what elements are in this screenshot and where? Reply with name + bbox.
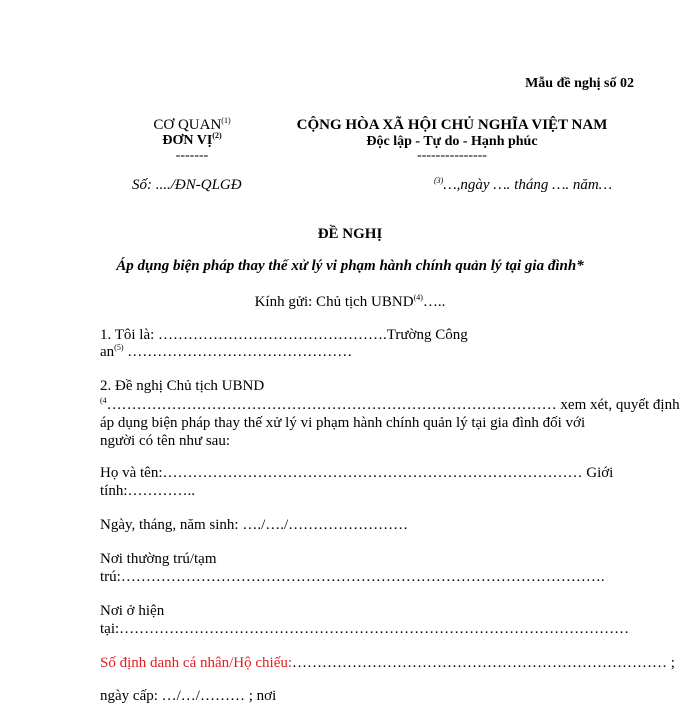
agency-line2	[132, 133, 252, 149]
section1-line2	[100, 344, 352, 361]
section1-line1: 1. Tôi là: ……………………………………….Trường Công	[100, 327, 468, 343]
addressee-tail: …..	[422, 294, 446, 310]
document-number: Số: ..../ĐN-QLGĐ	[132, 177, 242, 193]
national-motto: Độc lập - Tự do - Hạnh phúc	[366, 134, 538, 149]
date-line	[434, 177, 612, 194]
date-note: (3)	[434, 176, 444, 185]
section2-line1: 2. Đề nghị Chủ tịch UBND	[100, 378, 265, 394]
national-divider: ---------------	[417, 148, 487, 163]
id-number-dots: ………………………………………………………………… ;	[292, 655, 675, 671]
residence-field: trú:…………………………………………………………………………………….	[100, 569, 605, 585]
agency-note1: (1)	[221, 116, 231, 125]
agency-note2: (2)	[212, 131, 222, 140]
form-code: Mẫu đề nghị số 02	[525, 76, 634, 91]
current-address-label: Nơi ở hiện	[100, 603, 165, 619]
date-text: …,ngày …. tháng …. năm…	[443, 177, 613, 193]
section2-line2	[100, 397, 680, 414]
document-title: ĐỀ NGHỊ	[317, 226, 383, 242]
addressee-note: (4)	[413, 293, 423, 302]
dob-field: Ngày, tháng, năm sinh: …./…./……………………	[100, 517, 409, 533]
id-number-label: Số định danh cá nhân/Hộ chiếu:	[100, 655, 293, 671]
name-field-line1: Họ và tên:………………………………………………………………………… Giới	[100, 465, 614, 481]
document-subtitle: Áp dụng biện pháp thay thế xử lý vi phạm hành chính quản lý tại gia đình*	[116, 258, 584, 274]
section2-dots: ……………………………………………………………………………… xem xét, quyết định	[106, 397, 680, 413]
issue-date-field: ngày cấp: …/…/……… ; nơi	[100, 688, 277, 704]
id-number-field	[100, 655, 675, 672]
section2-line4: người có tên như sau:	[100, 433, 231, 449]
gender-field: tính:…………..	[100, 483, 196, 499]
addressee	[0, 294, 700, 311]
section2-note: (4	[100, 396, 107, 405]
national-title: CỘNG HÒA XÃ HỘI CHỦ NGHĨA VIỆT NAM	[296, 117, 608, 133]
current-address-field: tại:…………………………………………………………………………………………	[100, 621, 630, 637]
addressee-text: Kính gửi: Chủ tịch UBND	[254, 294, 414, 310]
residence-label: Nơi thường trú/tạm	[100, 551, 217, 567]
unit-name: ĐƠN VỊ	[162, 133, 213, 148]
section2-line3: áp dụng biện pháp thay thế xử lý vi phạm hành chính quản lý tại gia đình đối với	[100, 415, 586, 431]
agency-name: CƠ QUAN	[153, 117, 222, 133]
agency-line1	[132, 117, 252, 134]
agency-divider: -------	[175, 148, 209, 163]
section1-prefix: an	[100, 344, 115, 360]
section1-dots: ………………………………………	[123, 344, 353, 360]
section1-note: (5)	[114, 343, 124, 352]
